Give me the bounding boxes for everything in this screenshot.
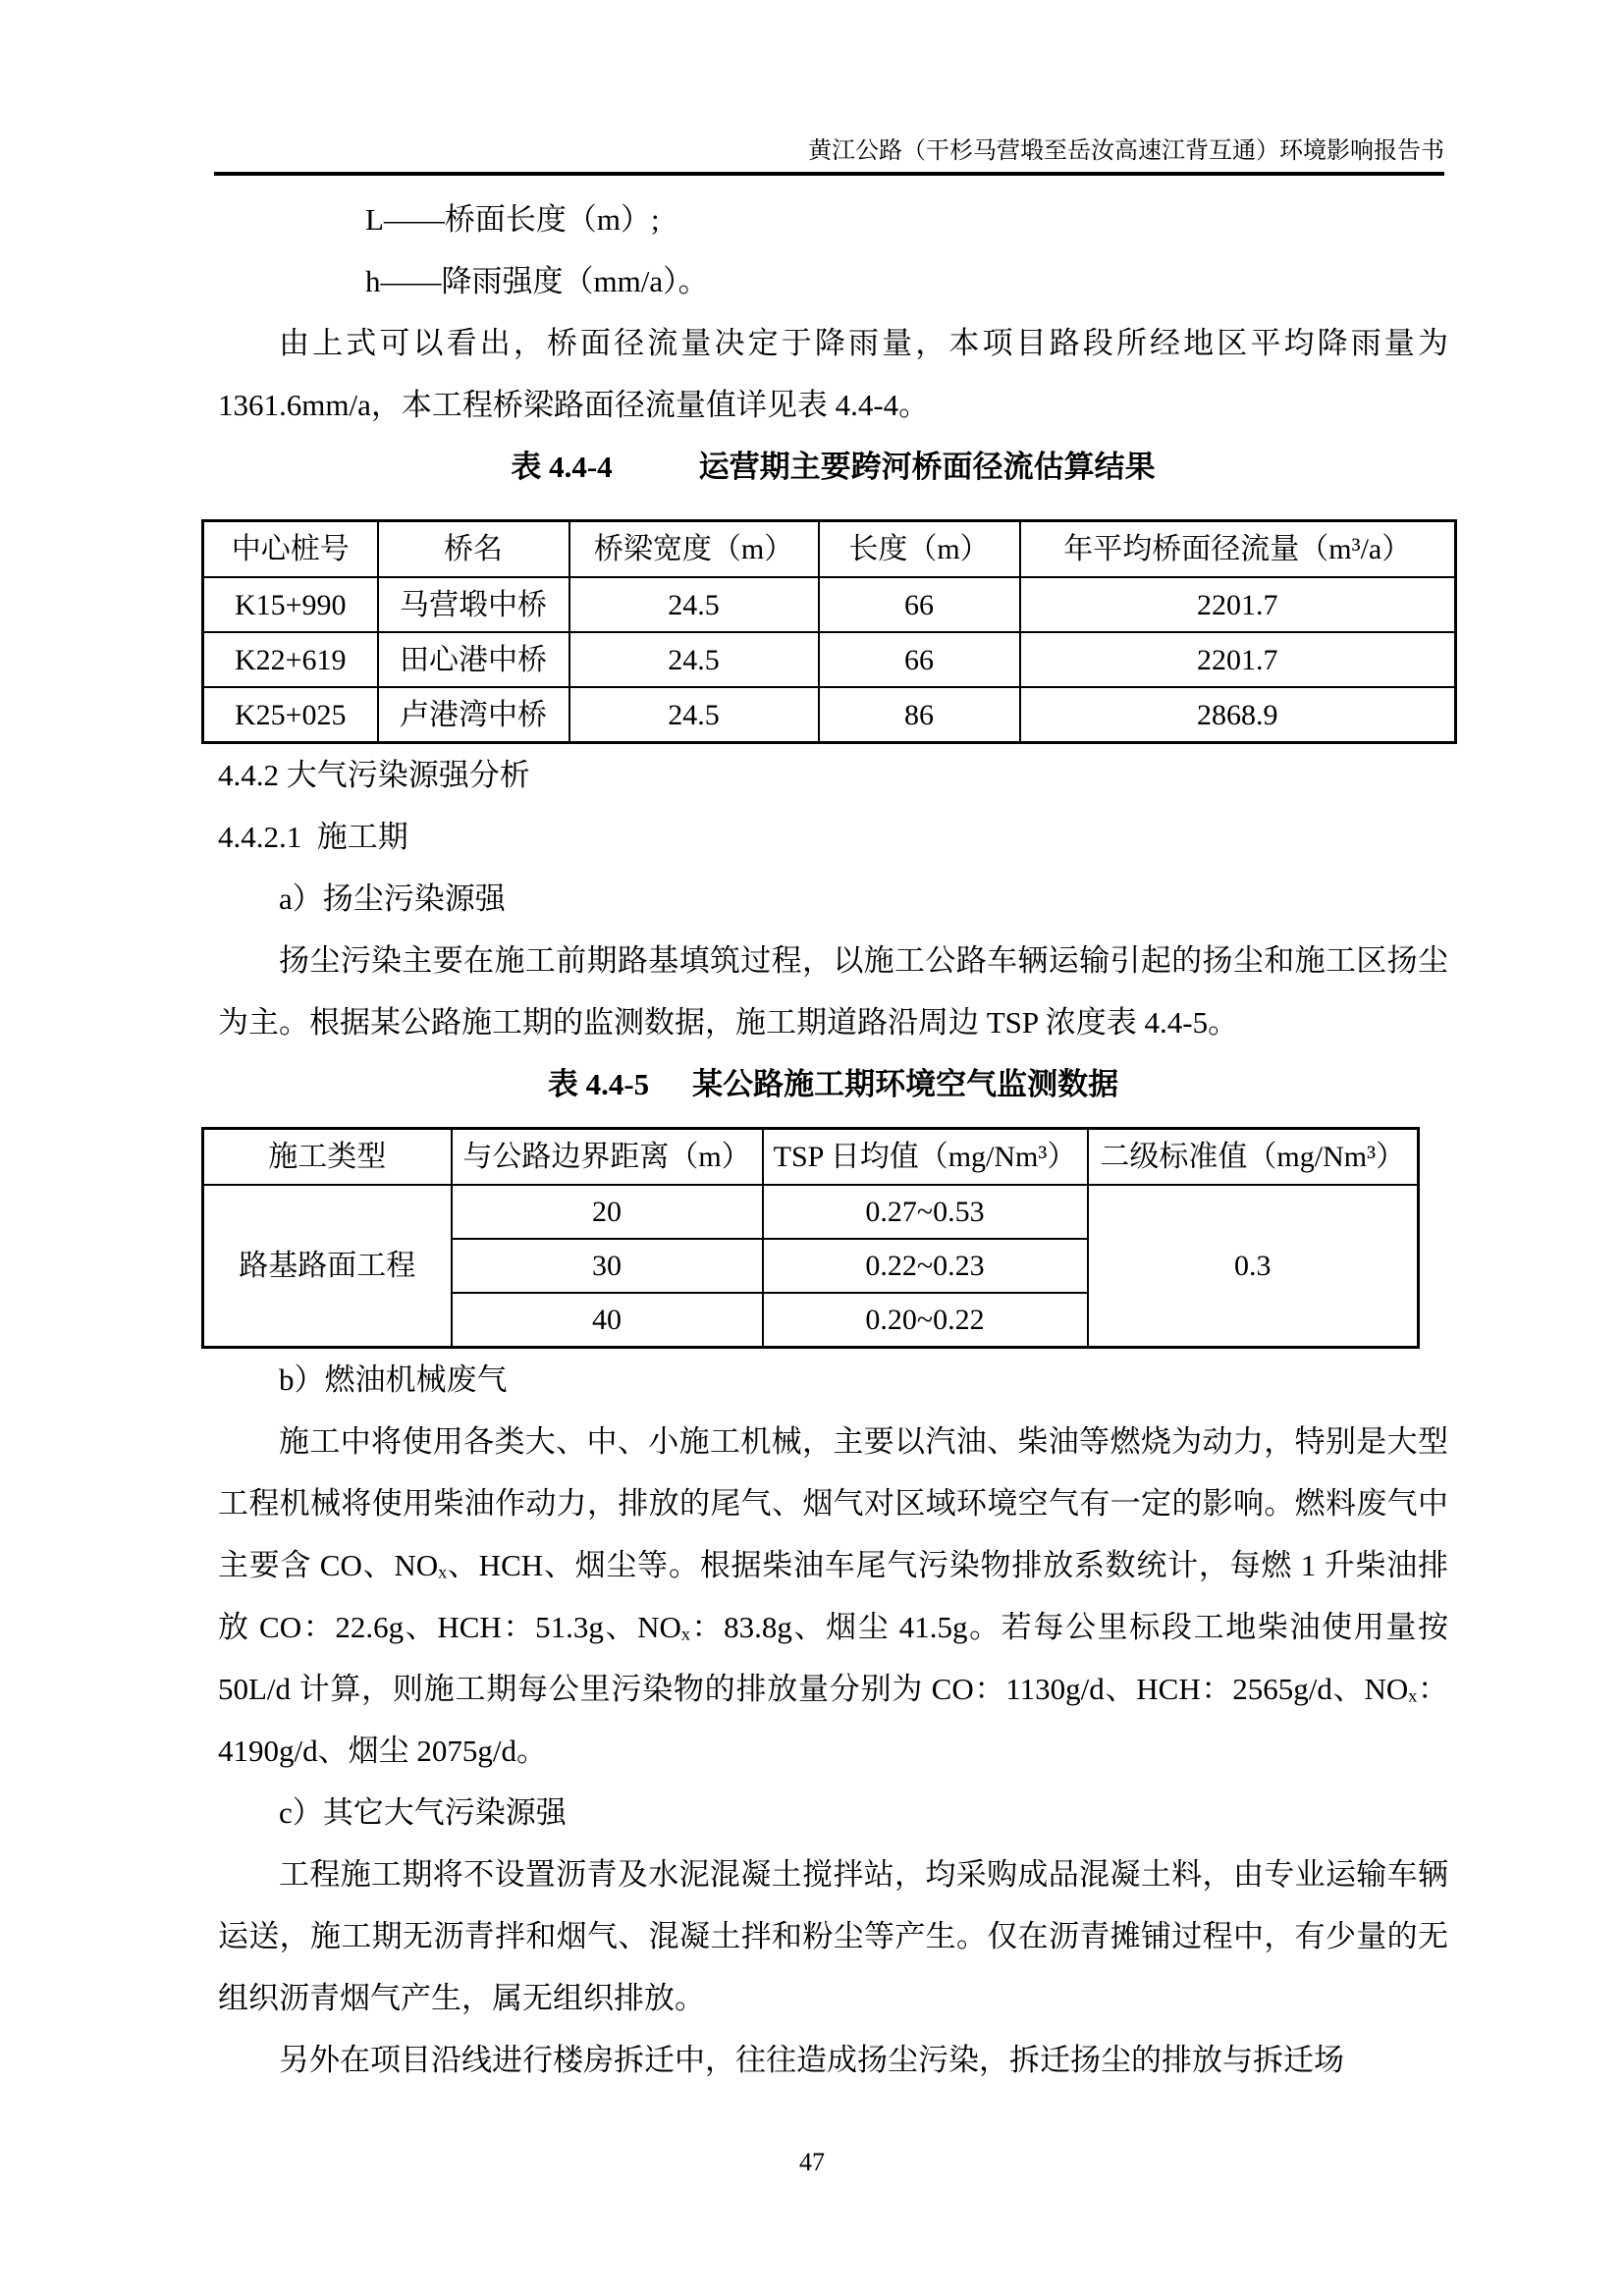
table-cell-tsp: 0.20~0.22: [763, 1293, 1088, 1348]
table-header-cell: 桥名: [378, 521, 569, 578]
report-title: 黄江公路（干杉马营塅至岳汝高速江背互通）环境影响报告书: [808, 138, 1444, 164]
section-heading-4-4-2-1: 4.4.2.1 施工期: [218, 820, 408, 854]
page-content: [218, 188, 1448, 2091]
table-air-monitoring: [201, 1127, 1420, 1349]
paragraph-other-sources: 工程施工期将不设置沥青及水泥混凝土搅拌站，均采购成品混凝土料，由专业运输车辆运送，施工期无沥青拌和烟气、混凝土拌和粉尘等产生。仅在沥青摊铺过程中，有少量的无组织沥青烟气产生，属无组织排放。: [218, 1857, 1448, 2015]
formula-term-bridge-length: L——桥面长度（m）;: [365, 202, 660, 237]
table-header-cell: 施工类型: [203, 1129, 452, 1186]
table-header-cell: 桥梁宽度（m）: [569, 521, 819, 578]
table-4-4-4-title: 运营期主要跨河桥面径流估算结果: [698, 450, 1156, 484]
table-header-cell: 与公路边界距离（m）: [452, 1129, 763, 1186]
page-header: [214, 135, 1444, 176]
table-cell-width: 24.5: [569, 632, 819, 687]
list-item-b: b）燃油机械废气: [279, 1362, 508, 1397]
table-row: [203, 632, 1456, 687]
formula-term-rainfall-intensity: h——降雨强度（mm/a）。: [365, 264, 709, 298]
table-cell-runoff: 2201.7: [1020, 577, 1456, 632]
table-cell-stake: K22+619: [203, 632, 378, 687]
table-header-cell: 年平均桥面径流量（m³/a）: [1020, 521, 1456, 578]
table-cell-length: 66: [819, 577, 1020, 632]
table-cell-length: 86: [819, 687, 1020, 743]
paragraph-machinery-exhaust: 施工中将使用各类大、中、小施工机械，主要以汽油、柴油等燃烧为动力，特别是大型工程机械将使用柴油作动力，排放的尾气、烟气对区域环境空气有一定的影响。燃料废气中主要含 CO、NOₓ、HCH、烟尘等。根据柴油车尾气污染物排放系数统计，每燃 1 升柴油排放 CO：22.6g、HCH：51.3g、NOₓ：83.8g、烟尘 41.5g。若每公里标段工地柴油使用量按 50L/d 计算，则施工期每公里污染物的排放量分别为 CO：1130g/d、HCH：2565g/d、NOₓ：4190g/d、烟尘 2075g/d。: [218, 1424, 1448, 1768]
table-bridge-runoff: [201, 519, 1457, 744]
table-cell-construction-type: 路基路面工程: [203, 1185, 452, 1348]
table-row: [203, 687, 1456, 743]
table-cell-bridge-name: 马营塅中桥: [378, 577, 569, 632]
table-cell-standard: 0.3: [1088, 1185, 1419, 1348]
list-item-a: a）扬尘污染源强: [279, 881, 506, 916]
section-heading-4-4-2: 4.4.2 大气污染源强分析: [218, 758, 530, 792]
table-cell-width: 24.5: [569, 687, 819, 743]
table-header-row: [203, 521, 1456, 578]
table-cell-distance: 20: [452, 1185, 763, 1239]
table-header-row: [203, 1129, 1419, 1186]
table-cell-length: 66: [819, 632, 1020, 687]
table-cell-bridge-name: 卢港湾中桥: [378, 687, 569, 743]
table-cell-tsp: 0.27~0.53: [763, 1185, 1088, 1239]
table-cell-bridge-name: 田心港中桥: [378, 632, 569, 687]
table-cell-tsp: 0.22~0.23: [763, 1239, 1088, 1293]
table-cell-distance: 30: [452, 1239, 763, 1293]
table-row: [203, 577, 1456, 632]
table-4-4-5-label: 表 4.4-5: [547, 1067, 650, 1101]
table-cell-runoff: 2868.9: [1020, 687, 1456, 743]
table-cell-stake: K15+990: [203, 577, 378, 632]
list-item-c: c）其它大气污染源强: [279, 1795, 567, 1830]
table-cell-distance: 40: [452, 1293, 763, 1348]
page-number: 47: [799, 2148, 825, 2176]
paragraph-dust-source: 扬尘污染主要在施工前期路基填筑过程，以施工公路车辆运输引起的扬尘和施工区扬尘为主。根据某公路施工期的监测数据，施工期道路沿周边 TSP 浓度表 4.4-5。: [218, 943, 1448, 1040]
table-header-cell: TSP 日均值（mg/Nm³）: [763, 1129, 1088, 1186]
table-4-4-5-title: 某公路施工期环境空气监测数据: [692, 1067, 1119, 1101]
paragraph-demolition: 另外在项目沿线进行楼房拆迁中，往往造成扬尘污染，拆迁扬尘的排放与拆迁场: [279, 2043, 1344, 2077]
table-header-cell: 长度（m）: [819, 521, 1020, 578]
table-cell-stake: K25+025: [203, 687, 378, 743]
table-header-cell: 中心桩号: [203, 521, 378, 578]
table-cell-runoff: 2201.7: [1020, 632, 1456, 687]
table-cell-width: 24.5: [569, 577, 819, 632]
table-caption-4-4-4: [218, 436, 1448, 498]
table-4-4-4-label: 表 4.4-4: [511, 450, 613, 484]
table-caption-4-4-5: [218, 1053, 1448, 1115]
table-header-cell: 二级标准值（mg/Nm³）: [1088, 1129, 1419, 1186]
table-row: [203, 1185, 1419, 1239]
paragraph-runoff-intro: 由上式可以看出，桥面径流量决定于降雨量，本项目路段所经地区平均降雨量为1361.6mm/a，本工程桥梁路面径流量值详见表 4.4-4。: [218, 326, 1448, 422]
